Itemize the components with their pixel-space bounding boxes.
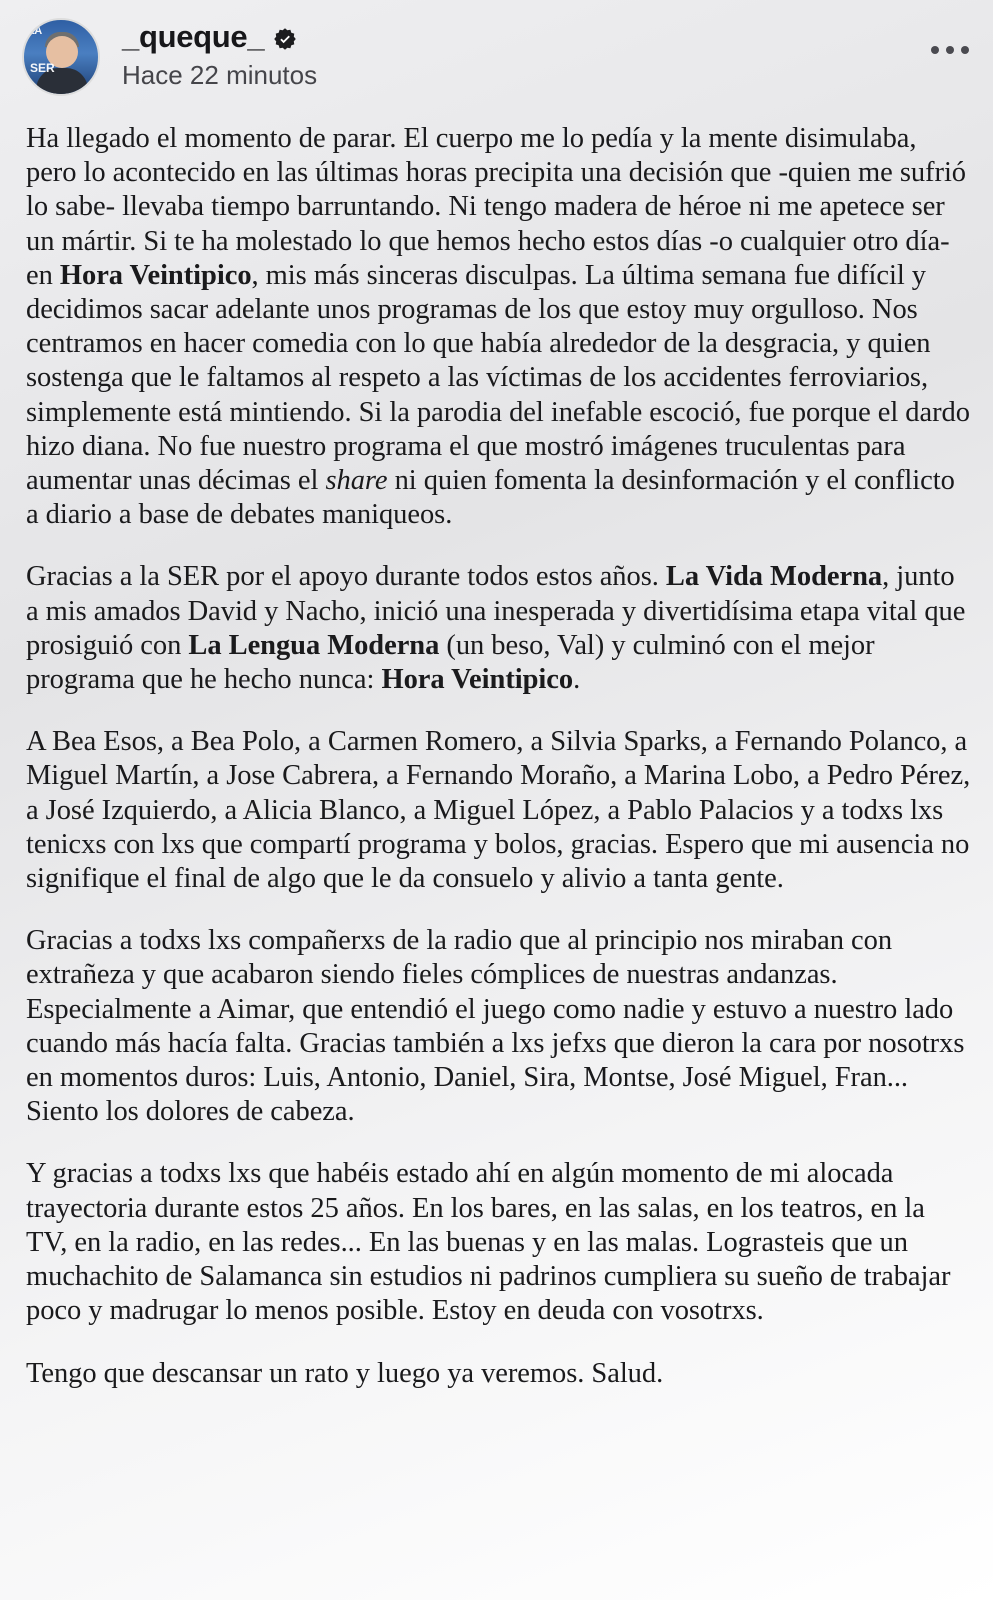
avatar-logo-secondary: SER — [30, 61, 55, 75]
username-row — [122, 20, 317, 54]
story-body — [0, 118, 993, 1391]
story-paragraph: Gracias a la SER por el apoyo durante todos estos años. La Vida Moderna, junto a mis amados David y Nacho, inició una inesperada y divertidísima etapa vital que prosiguió con La Lengua Moderna (un beso, Val) y culminó con el mejor programa que he hecho nunca: Hora Veintipico. — [26, 561, 966, 696]
avatar[interactable] — [22, 18, 100, 96]
story-paragraph: Gracias a todxs lxs compañerxs de la radio que al principio nos miraban con extrañeza y que acabaron siendo fieles cómplices de nuestras andanzas. Especialmente a Aimar, que entendió el juego como nadie y estuvo a nuestro lado cuando más hacía falta. Gracias también a lxs jefxs que dieron la cara por nosotrxs en momentos duros: Luis, Antonio, Daniel, Sira, Montse, José Miguel, Fran... Siento los dolores de cabeza. — [26, 925, 965, 1128]
story-header — [0, 0, 993, 118]
avatar-logo-primary: ZA — [28, 25, 42, 37]
header-text-block — [122, 16, 317, 90]
story-paragraph: A Bea Esos, a Bea Polo, a Carmen Romero, a Silvia Sparks, a Fernando Polanco, a Miguel Martín, a Jose Cabrera, a Fernando Moraño, a Marina Lobo, a Pedro Pérez, a José Izquierdo, a Alicia Blanco, a Miguel López, a Pablo Palacios y a todxs lxs tenicxs con lxs que compartí programa y bolos, gracias. Espero que mi ausencia no signifique el final de algo que le da consuelo y alivio a tanta gente. — [26, 726, 971, 895]
story-paragraph: Tengo que descansar un rato y luego ya veremos. Salud. — [26, 1357, 664, 1389]
username-label[interactable]: _queque_ — [122, 19, 265, 54]
more-options-icon[interactable] — [931, 46, 969, 54]
story-paragraph: Ha llegado el momento de parar. El cuerpo me lo pedía y la mente disimulaba, pero lo acontecido en las últimas horas precipita una decisión que -quien me sufrió lo sabe- llevaba tiempo barruntando. Ni tengo madera de héroe ni me apetece ser un mártir. Si te ha molestado lo que hemos hecho estos días -o cualquier otro día- en Hora Veintipico, mis más sinceras disculpas. La última semana fue difícil y decidimos sacar adelante unos programas de los que estoy muy orgulloso. Nos centramos en hacer comedia con lo que había alrededor de la desgracia, y quien sostenga que le faltamos al respeto a las víctimas de los accidentes ferroviarios, simplemente está mintiendo. Si la parodia del inefable escoció, fue porque el dardo hizo diana. No fue nuestro programa el que mostró imágenes truculentas para aumentar unas décimas el share ni quien fomenta la desinformación y el conflicto a diario a base de debates maniqueos. — [26, 123, 970, 531]
timestamp-label: Hace 22 minutos — [122, 60, 318, 90]
verified-badge-icon — [273, 27, 297, 51]
story-paragraph: Y gracias a todxs lxs que habéis estado ahí en algún momento de mi alocada trayectoria durante estos 25 años. En los bares, en las salas, en los teatros, en la TV, en la radio, en las redes... En las buenas y en las malas. Lograsteis que un muchachito de Salamanca sin estudios ni padrinos cumpliera su sueño de trabajar poco y madrugar lo menos posible. Estoy en deuda con vosotrxs. — [26, 1158, 951, 1327]
